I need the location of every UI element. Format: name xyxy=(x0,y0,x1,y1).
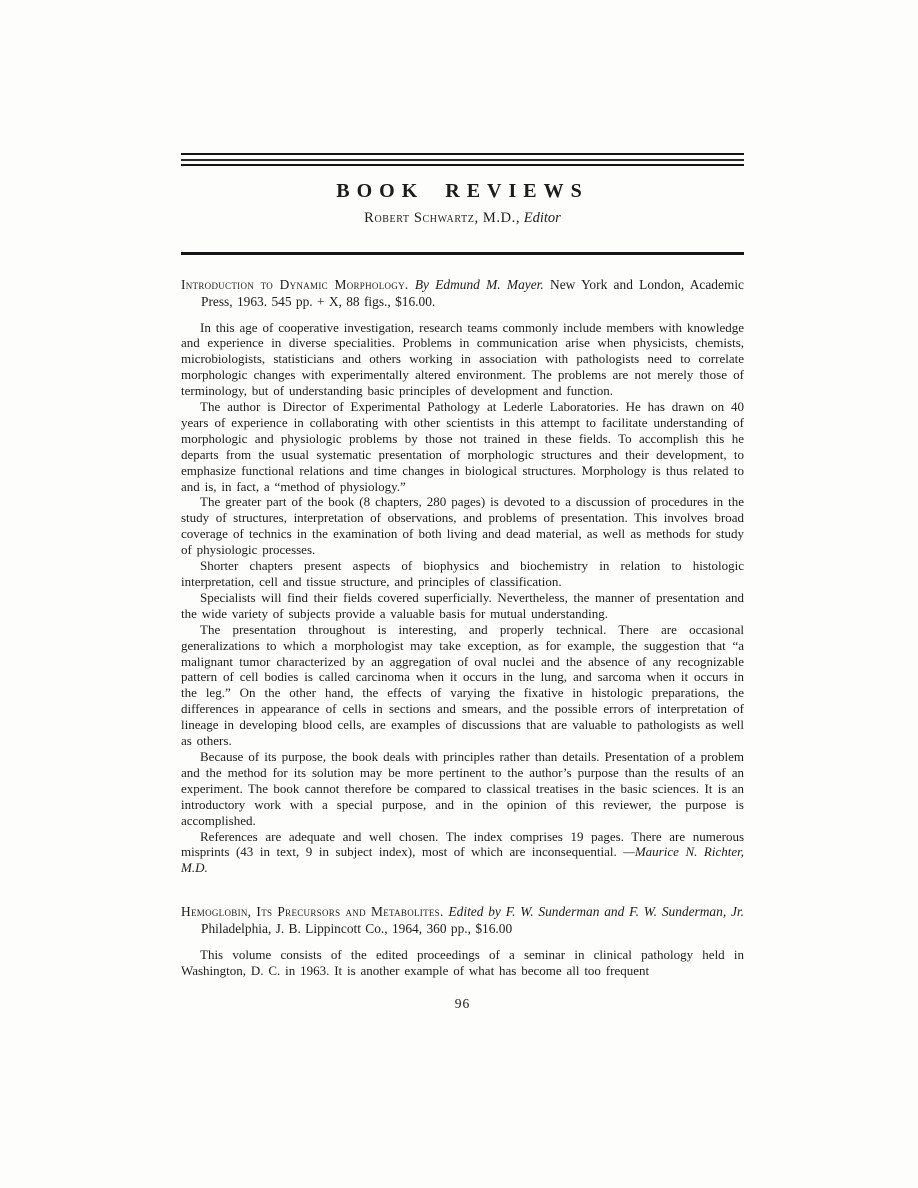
editor-role: Editor xyxy=(523,210,561,226)
review-paragraph: In this age of cooperative investigation, research teams commonly include members with knowledge and experience in diverse specialities. Problems in communication arise when physicists, chemists, microbiologists, statisticians and others working in association with pathologists need to correlate morphologic changes with experimentally altered environment. The problems are not merely those of terminology, but of understanding basic principles of development and function. xyxy=(181,319,744,399)
page-number: 96 xyxy=(454,996,471,1012)
review-paragraph: The presentation throughout is interesting, and properly technical. There are occasional generalizations to which a morphologist may take exception, as for example, the suggestion that “a malignant tumor characterized by an aggregation of oval nuclei and the absence of any recognizable pattern of cell bodies is called carcinoma when it occurs in the lung, and sarcoma when it occurs in the leg.” On the other hand, the effects of varying the fixative in histologic preparations, the differences in appearance of cells in sections and smears, and the possible errors of interpretation of lineage in developing blood cells, are examples of discussions that are valuable to pathologists as well as others. xyxy=(181,621,744,749)
review-paragraph: Specialists will find their fields covered superficially. Nevertheless, the manner of presentation and the wide variety of subjects provide a valuable basis for mutual understanding. xyxy=(181,589,744,621)
rule-line xyxy=(181,159,744,161)
book-title: Introduction to Dynamic Morphology. xyxy=(181,276,409,292)
text-column xyxy=(181,0,744,1012)
section-divider-rule xyxy=(181,252,744,255)
review-paragraph xyxy=(181,829,744,877)
review-paragraph: This volume consists of the edited proceedings of a seminar in clinical pathology held in Washington, D. C. in 1963. It is another example of what has become all too frequent xyxy=(181,947,744,979)
review-body xyxy=(181,320,744,877)
book-imprint: Philadelphia, J. B. Lippincott Co., 1964, 360 pp., $16.00 xyxy=(201,921,513,937)
book-review-2 xyxy=(181,903,744,979)
rule-line xyxy=(181,164,744,166)
book-title: Hemoglobin, Its Precursors and Metabolites. xyxy=(181,904,444,920)
review-paragraph: Because of its purpose, the book deals with principles rather than details. Presentation of a problem and the method for its solution may be more pertinent to the author’s purpose than the results of an experiment. The book cannot therefore be compared to classical treatises in the basic sciences. It is an introductory work with a special purpose, and in the opinion of this reviewer, the purpose is accomplished. xyxy=(181,748,744,828)
editor-byline xyxy=(181,210,744,227)
review-citation xyxy=(181,276,744,310)
review-paragraph: The author is Director of Experimental Pathology at Lederle Laboratories. He has drawn on 40 years of experience in collaborating with other scientists in this attempt to facilitate understanding of morphologic and physiologic problems by those not trained in these fields. To accomplish this he departs from the usual systematic presentation of morphologic structures and their development, to emphasize functional relations and time changes in biological structures. Morphology is thus related to and is, in fact, a “method of physiology.” xyxy=(181,399,744,494)
review-citation xyxy=(181,903,744,937)
review-paragraph: The greater part of the book (8 chapters, 280 pages) is devoted to a discussion of procedures in the study of structures, interpretation of observations, and problems of presentation. This involves broad coverage of technics in the examination of both living and dead material, as well as methods for study of physiologic processes. xyxy=(181,494,744,558)
review-paragraph: Shorter chapters present aspects of biophysics and biochemistry in relation to histologic interpretation, cell and tissue structure, and principles of classification. xyxy=(181,558,744,589)
book-author: Edited by F. W. Sunderman and F. W. Sunderman, Jr. xyxy=(448,904,744,920)
page-title: BOOK REVIEWS xyxy=(336,180,589,202)
review-body xyxy=(181,947,744,979)
book-author: By Edmund M. Mayer. xyxy=(414,276,544,292)
top-triple-rule xyxy=(181,153,744,166)
rule-line xyxy=(181,153,744,155)
book-review-1 xyxy=(181,276,744,877)
paragraph-text: References are adequate and well chosen. The index comprises 19 pages. There are numerous misprints (43 in text, 9 in subject index), most of which are inconsequential. xyxy=(181,828,744,860)
book-imprint: New York and London, Academic Press, 1963. 545 pp. + X, 88 figs., $16.00. xyxy=(201,276,744,309)
editor-name: Robert Schwartz, M.D., xyxy=(364,210,521,226)
reviewer-signature: —Maurice N. Richter, M.D. xyxy=(181,844,745,876)
